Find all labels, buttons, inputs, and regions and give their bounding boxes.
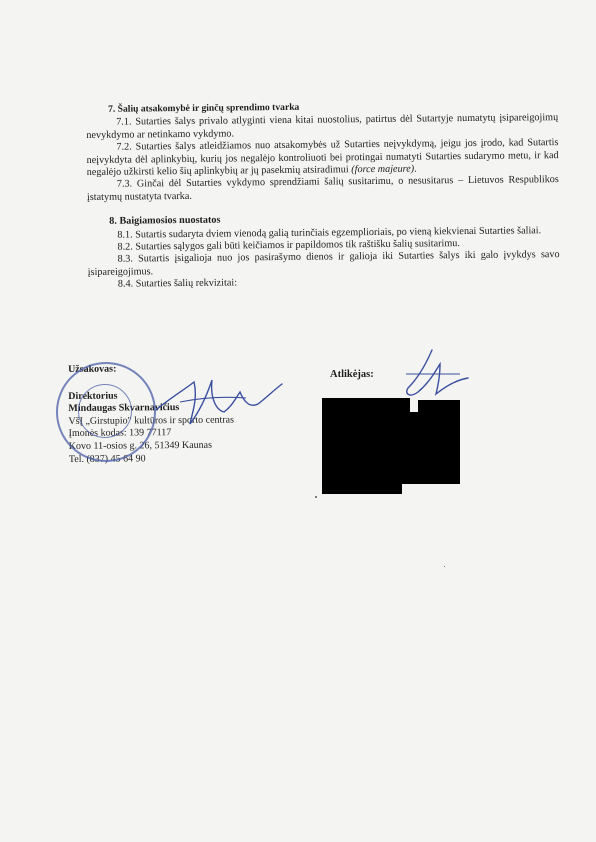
speck [315, 496, 317, 498]
contract-text [86, 99, 560, 292]
clause-8-1: 8.1. Sutartis sudaryta dviem vienodą galią turinčiais egzemplioriais, po vieną kiekvienai Sutarties šaliai. [117, 224, 542, 241]
force-majeure-term: (force majeure) [351, 163, 415, 176]
customer-company-code: Įmonės kodas: 139 77117 [68, 427, 172, 440]
clause-7-1: 7.1. Sutarties šalys privalo atlyginti viena kitai nuostolius, patirtus dėl Sutartyje numatytų įsipareigojimų nevykdymo ar netinkamo vykdymo. [86, 112, 559, 141]
executor-redaction-bottom [322, 482, 402, 494]
customer-name: Mindaugas Skvarnavičius [68, 402, 180, 415]
clause-8-3: 8.3. Sutartis įsigalioja nuo jos pasirašymo dienos ir galioja iki Sutarties šalys iki galo įvykdys savo įsipareigojimus. [87, 249, 560, 278]
clause-7-2 [86, 137, 558, 179]
executor-label: Atlikėjas: [330, 369, 374, 380]
customer-label: Užsakovas: [68, 363, 117, 375]
customer-address: Kovo 11-osios g. 26, 51349 Kaunas [68, 439, 212, 452]
customer-phone: Tel. (837) 45 64 90 [68, 452, 146, 465]
clause-7-2-end: . [414, 163, 417, 175]
clause-7-2-text: 7.2. Sutarties šalys atleidžiamos nuo atsakomybės už Sutarties neįvykdymą, jeigu jos įrodo, kad Sutartis neįvykdyta dėl aplinkybių, kurių jos negalėjo kontroliuoti bei protingai numatyti Sutarties sudarymo metu, ir kad negalėjo užkirsti kelio šių aplinkybių ar jų pasekmių atsiradimui [86, 137, 559, 179]
section-7-heading: 7. Šalių atsakomybė ir ginčų sprendimo tvarka [107, 101, 300, 115]
customer-requisites [68, 362, 299, 466]
section-8-heading: 8. Baigiamosios nuostatos [109, 214, 221, 228]
customer-organization: VšĮ „Girstupio" kultūros ir sporto centras [68, 414, 234, 427]
speck [444, 566, 445, 567]
clause-8-4: 8.4. Sutarties šalių rekvizitai: [117, 277, 238, 290]
executor-signature-icon [396, 344, 486, 404]
clause-8-2: 8.2. Sutarties sąlygos gali būti keičiamos ir papildomos tik raštišku šalių susitarimu. [117, 238, 460, 253]
customer-title: Direktorius [68, 390, 118, 402]
clause-7-3: 7.3. Ginčai dėl Sutarties vykdymo sprendžiami šalių susitarimu, o nesusitarus – Lietuvos Respublikos įstatymų nustatyta tvarka. [86, 174, 559, 203]
executor-redaction-main [322, 412, 460, 484]
